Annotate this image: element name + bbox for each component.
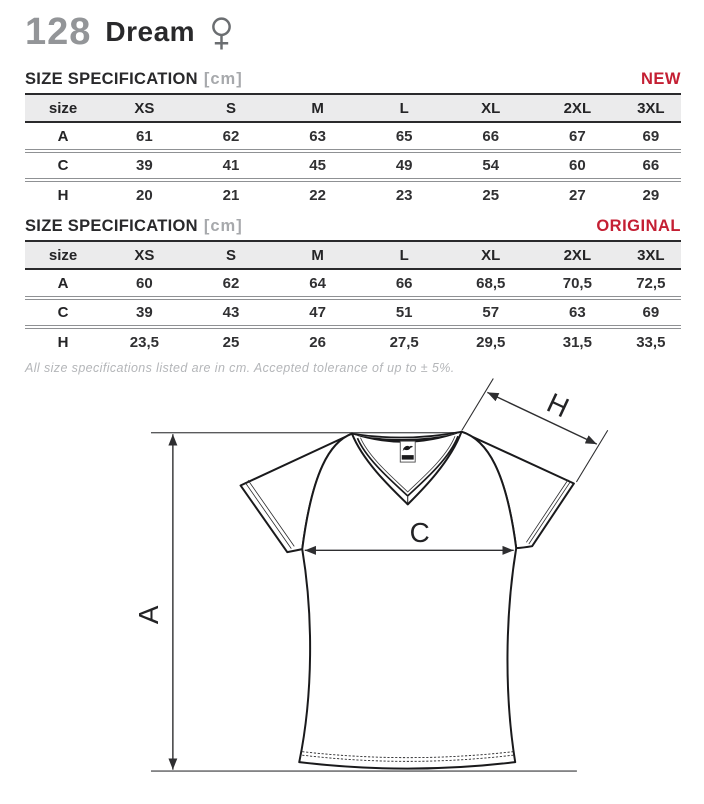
section-unit: [cm] bbox=[203, 217, 243, 235]
measurement-cell: 66 bbox=[621, 151, 681, 180]
measurement-cell: 60 bbox=[101, 269, 188, 298]
row-label: H bbox=[57, 334, 69, 351]
measurement-cell: 63 bbox=[534, 298, 621, 327]
section-unit: [cm] bbox=[203, 70, 243, 88]
measurement-cell: 41 bbox=[188, 151, 275, 180]
measurement-cell: 69 bbox=[621, 298, 681, 327]
measurement-cell: 57 bbox=[447, 298, 534, 327]
section-title-original bbox=[25, 217, 681, 236]
measurement-cell: 39 bbox=[101, 298, 188, 327]
measurement-cell: 69 bbox=[621, 122, 681, 151]
measurement-cell: 61 bbox=[101, 122, 188, 151]
measurement-cell: 66 bbox=[361, 269, 448, 298]
col-header-M: M bbox=[311, 246, 324, 264]
measurement-row-A bbox=[25, 122, 681, 151]
measurement-row-C bbox=[25, 151, 681, 180]
measurement-cell: 26 bbox=[309, 334, 326, 351]
size-table-new bbox=[25, 93, 681, 209]
dim-label-a: A bbox=[132, 605, 164, 625]
badge-original: ORIGINAL bbox=[596, 217, 681, 235]
product-header bbox=[25, 8, 681, 56]
section-title-new bbox=[25, 70, 681, 89]
col-header-M: M bbox=[311, 99, 324, 117]
measurement-cell: 62 bbox=[188, 122, 275, 151]
section-title-text: SIZE SPECIFICATION bbox=[25, 217, 198, 235]
measurement-cell: 21 bbox=[222, 187, 240, 204]
measurement-cell: 45 bbox=[274, 151, 361, 180]
measurement-cell: 70,5 bbox=[534, 269, 621, 298]
badge-new: NEW bbox=[641, 70, 681, 88]
tolerance-footnote: All size specifications listed are in cm. Accepted tolerance of up to ± 5%. bbox=[25, 361, 455, 375]
size-corner-header: size bbox=[48, 99, 78, 117]
measurement-row-H bbox=[25, 180, 681, 209]
measurement-cell: 65 bbox=[361, 122, 448, 151]
col-header-XS: XS bbox=[134, 246, 155, 264]
size-table-original bbox=[25, 240, 681, 356]
measurement-cell: 31,5 bbox=[562, 334, 592, 351]
col-header-XL: XL bbox=[481, 246, 501, 264]
measurement-cell: 72,5 bbox=[621, 269, 681, 298]
measurement-cell: 66 bbox=[447, 122, 534, 151]
measurement-diagram bbox=[0, 376, 704, 791]
measurement-cell: 43 bbox=[188, 298, 275, 327]
row-label: H bbox=[57, 187, 69, 204]
product-name: Dream bbox=[105, 16, 196, 47]
measurement-row-C bbox=[25, 298, 681, 327]
row-label: C bbox=[25, 298, 101, 327]
measurement-cell: 25 bbox=[222, 334, 240, 351]
size-table-header-row bbox=[25, 94, 681, 122]
measurement-cell: 23 bbox=[395, 187, 413, 204]
brand-tag bbox=[400, 441, 415, 462]
col-header-S: S bbox=[225, 99, 236, 117]
measurement-cell: 51 bbox=[361, 298, 448, 327]
measurement-cell: 47 bbox=[274, 298, 361, 327]
measurement-cell: 33,5 bbox=[636, 334, 666, 351]
dimension-line-h bbox=[487, 392, 596, 444]
measurement-cell: 25 bbox=[482, 187, 500, 204]
measurement-cell: 27,5 bbox=[389, 334, 419, 351]
col-header-S: S bbox=[225, 246, 236, 264]
tshirt-outline bbox=[241, 432, 574, 769]
measurement-cell: 49 bbox=[361, 151, 448, 180]
measurement-cell: 23,5 bbox=[129, 334, 159, 351]
col-header-2XL: 2XL bbox=[563, 246, 592, 264]
col-header-2XL: 2XL bbox=[563, 99, 592, 117]
measurement-cell: 20 bbox=[136, 187, 153, 204]
size-corner-header: size bbox=[48, 246, 78, 264]
col-header-XL: XL bbox=[481, 99, 501, 117]
measurement-cell: 60 bbox=[534, 151, 621, 180]
measurement-cell: 39 bbox=[101, 151, 188, 180]
col-header-XS: XS bbox=[134, 99, 155, 117]
measurement-cell: 67 bbox=[534, 122, 621, 151]
dim-label-c: C bbox=[409, 517, 430, 549]
measurement-cell: 62 bbox=[188, 269, 275, 298]
col-header-3XL: 3XL bbox=[637, 246, 665, 264]
col-header-L: L bbox=[399, 99, 409, 117]
product-code: 128 bbox=[25, 10, 92, 53]
measurement-cell: 29 bbox=[642, 187, 660, 204]
body-outline bbox=[299, 432, 516, 769]
section-title bbox=[25, 70, 243, 89]
measurement-cell: 22 bbox=[309, 187, 326, 204]
row-label: A bbox=[25, 122, 101, 151]
section-title bbox=[25, 217, 243, 236]
measurement-cell: 27 bbox=[569, 187, 586, 204]
col-header-3XL: 3XL bbox=[637, 99, 665, 117]
measurement-cell: 54 bbox=[447, 151, 534, 180]
measurement-row-A bbox=[25, 269, 681, 298]
row-label: C bbox=[25, 151, 101, 180]
female-gender-icon bbox=[211, 17, 232, 51]
section-title-text: SIZE SPECIFICATION bbox=[25, 70, 198, 88]
measurement-cell: 68,5 bbox=[447, 269, 534, 298]
measurement-cell: 29,5 bbox=[476, 334, 506, 351]
dim-label-h: H bbox=[542, 386, 574, 424]
measurement-cell: 63 bbox=[274, 122, 361, 151]
size-table-header-row bbox=[25, 241, 681, 269]
measurement-row-H bbox=[25, 327, 681, 356]
col-header-L: L bbox=[399, 246, 409, 264]
row-label: A bbox=[25, 269, 101, 298]
tshirt-drawing bbox=[0, 376, 704, 786]
measurement-cell: 64 bbox=[274, 269, 361, 298]
